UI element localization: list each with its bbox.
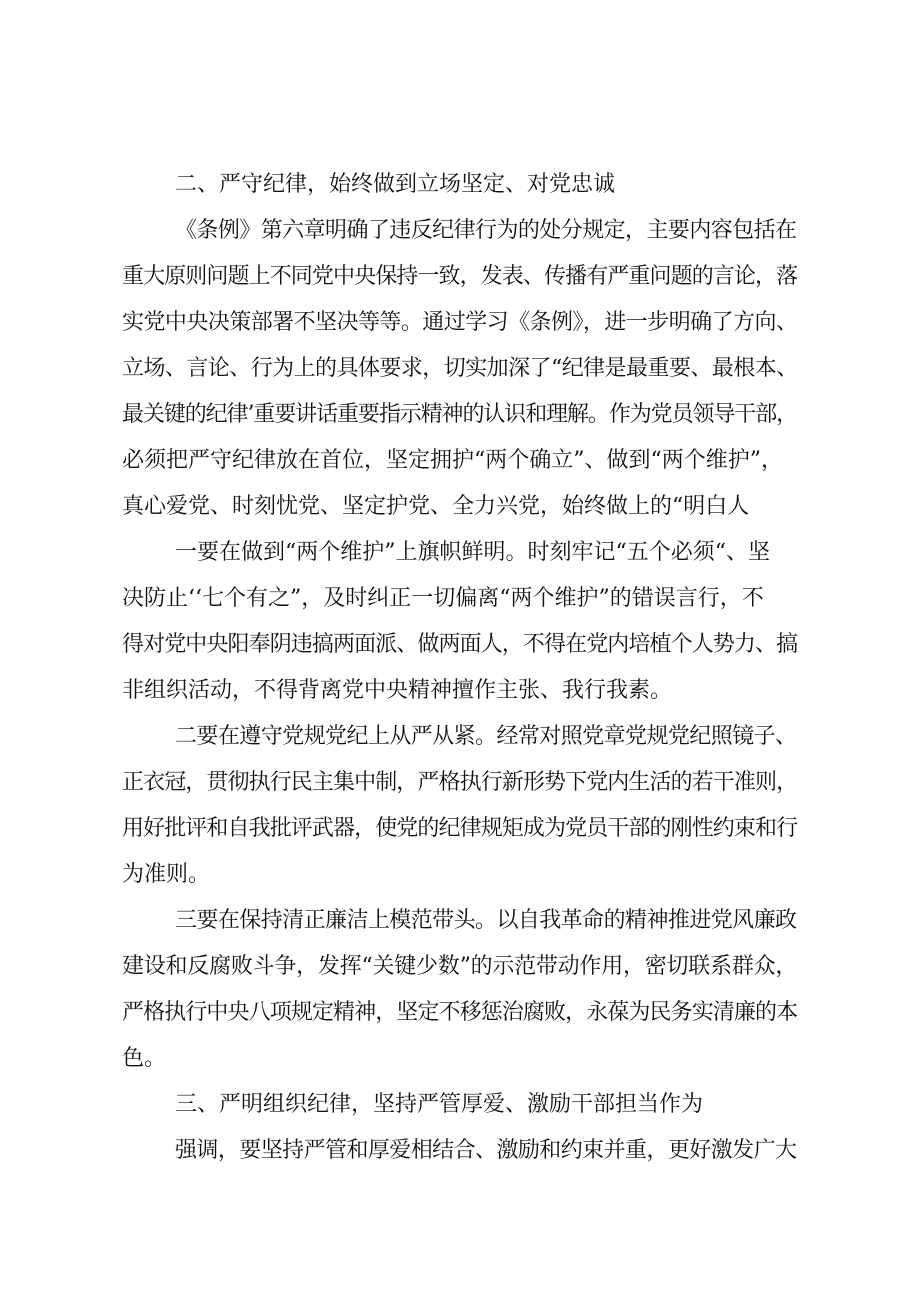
paragraph-line: 三要在保持清正廉洁上模范带头。以自我革命的精神推进党风廉政 bbox=[175, 908, 797, 933]
paragraph-line: 为准则。 bbox=[122, 862, 211, 887]
paragraph-line: 立场、言论、行为上的具体要求，切实加深了“纪律是最重要、最根本、 bbox=[122, 356, 798, 381]
paragraph-line: 必须把严守纪律放在首位，坚定拥护“两个确立”、做到“两个维护”， bbox=[122, 448, 783, 473]
paragraph-line: 正衣冠，贯彻执行民主集中制，严格执行新形势下党内生活的若干准则， bbox=[122, 770, 798, 795]
paragraph-line: 用好批评和自我批评武器，使党的纪律规矩成为党员干部的刚性约束和行 bbox=[122, 816, 798, 841]
paragraph-line: 得对党中央阳奉阴违搞两面派、做两面人，不得在党内培植个人势力、搞 bbox=[122, 632, 798, 657]
paragraph-line: 实党中央决策部署不坚决等等。通过学习《条例》，进一步明确了方向、 bbox=[122, 310, 798, 335]
paragraph-line: 真心爱党、时刻忧党、坚定护党、全力兴党，始终做上的“明白人 bbox=[122, 494, 750, 519]
paragraph-line: 《条例》第六章明确了违反纪律行为的处分规定，主要内容包括在 bbox=[175, 218, 797, 243]
paragraph-line: 二要在遵守党规党纪上从严从紧。经常对照党章党规党纪照镜子、 bbox=[175, 724, 797, 749]
paragraph-line: 严格执行中央八项规定精神，坚定不移惩治腐败，永葆为民务实清廉的本 bbox=[122, 1000, 798, 1025]
section-heading: 三、严明组织纪律，坚持严管厚爱、激励干部担当作为 bbox=[175, 1092, 704, 1117]
paragraph-line: 最关键的纪律’重要讲话重要指示精神的认识和理解。作为党员领导干部， bbox=[122, 402, 798, 427]
section-heading: 二、严守纪律，始终做到立场坚定、对党忠诚 bbox=[175, 172, 616, 197]
paragraph-line: 建设和反腐败斗争，发挥“关键少数”的示范带动作用，密切联系群众， bbox=[122, 954, 798, 979]
paragraph-line: 非组织活动，不得背离党中央精神擅作主张、我行我素。 bbox=[122, 678, 673, 703]
paragraph-line: 一要在做到“两个维护”上旗帜鲜明。时刻牢记“五个必须“、坚 bbox=[175, 540, 770, 565]
paragraph-line: 色。 bbox=[122, 1046, 167, 1071]
paragraph-line: 强调，要坚持严管和厚爱相结合、激励和约束并重，更好激发广大 bbox=[175, 1138, 797, 1163]
paragraph-line: 决防止‘‘七个有之”，及时纠正一切偏离“两个维护”的错误言行，不 bbox=[122, 586, 764, 611]
paragraph-line: 重大原则问题上不同党中央保持一致，发表、传播有严重问题的言论，落 bbox=[122, 264, 798, 289]
